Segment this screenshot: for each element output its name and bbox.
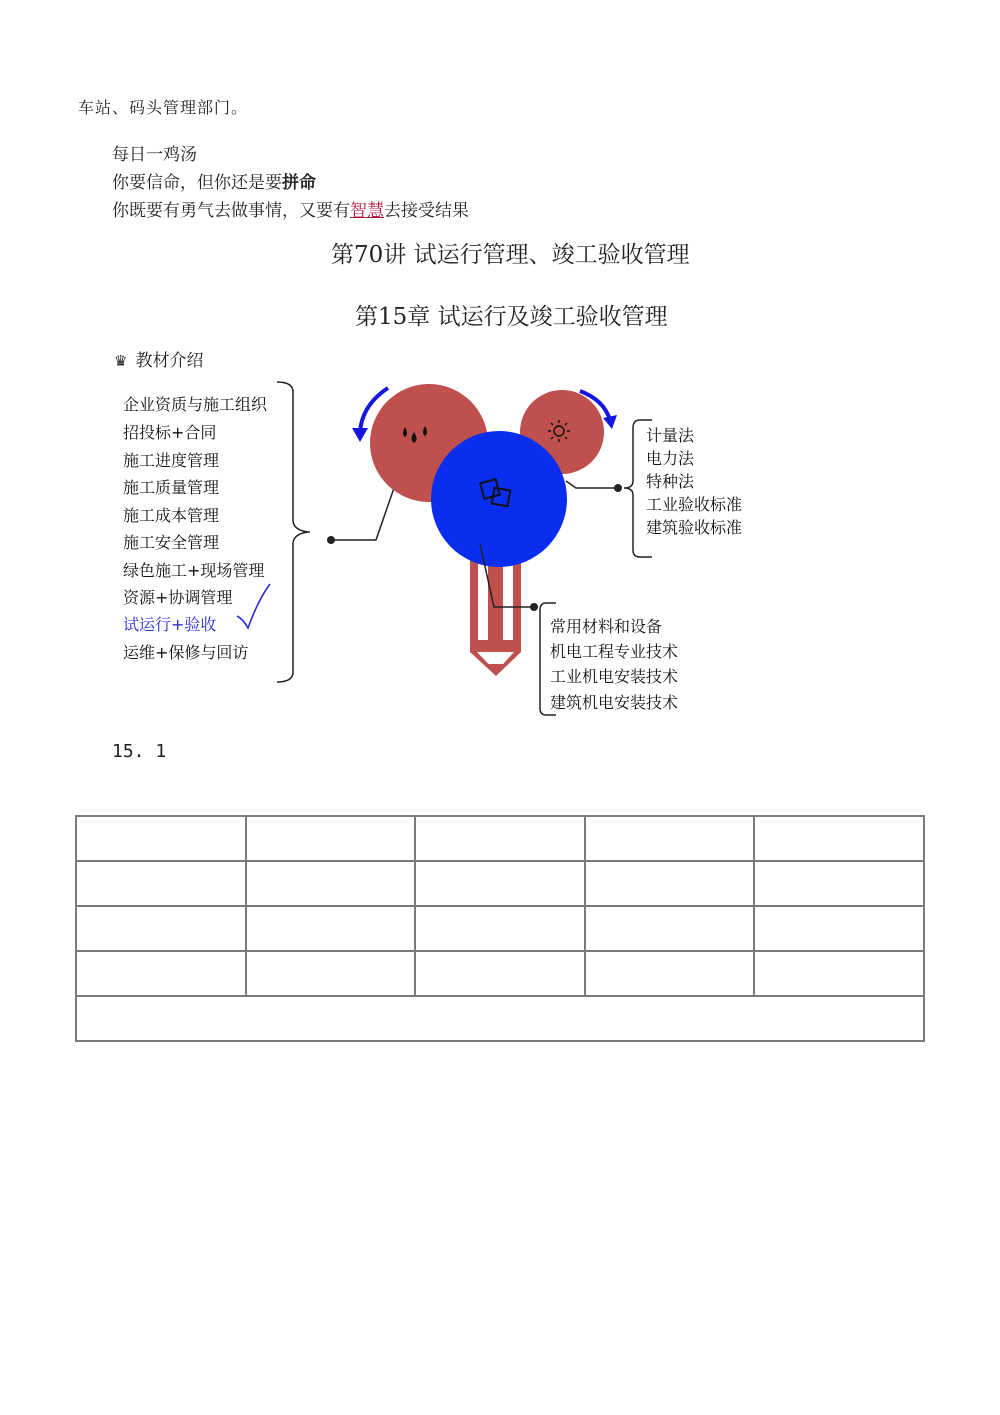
left-list-item: 施工进度管理 xyxy=(123,451,220,470)
table-row xyxy=(76,816,924,861)
left-list-item: 施工成本管理 xyxy=(123,506,220,525)
left-list-item: 绿色施工+现场管理 xyxy=(123,561,265,580)
quote-line-2-suffix: 去接受结果 xyxy=(384,201,469,221)
left-list-item: 施工安全管理 xyxy=(123,533,220,552)
left-list-item: 资源+协调管理 xyxy=(123,588,233,607)
quote-highlight-link[interactable]: 智慧 xyxy=(350,201,384,221)
right-bottom-list-item: 工业机电安装技术 xyxy=(550,667,679,686)
left-list-item: 运维+保修与回访 xyxy=(123,643,249,662)
right-connector-dot xyxy=(614,484,622,492)
table-cell xyxy=(754,861,924,906)
table-cell-merged xyxy=(76,996,924,1041)
right-bottom-list-item: 常用材料和设备 xyxy=(550,617,663,636)
table-cell xyxy=(754,816,924,861)
table-cell xyxy=(754,951,924,996)
left-bracket xyxy=(277,382,308,682)
right-bottom-list-item: 机电工程专业技术 xyxy=(550,642,679,661)
table-cell xyxy=(585,861,755,906)
left-list-item: 招投标+合同 xyxy=(123,423,217,442)
table-cell xyxy=(415,951,585,996)
right-top-list-item: 工业验收标准 xyxy=(646,495,743,514)
table-cell xyxy=(585,906,755,951)
table-cell xyxy=(76,861,246,906)
rotate-arrow-left-head xyxy=(352,428,368,442)
right-bottom-list-item: 建筑机电安装技术 xyxy=(550,693,679,712)
table-row xyxy=(76,861,924,906)
right-bracket xyxy=(624,420,652,557)
table-cell xyxy=(246,816,416,861)
table-cell xyxy=(76,951,246,996)
crown-icon: ♛ xyxy=(114,352,128,370)
right-top-list-item: 特种法 xyxy=(646,472,695,491)
table-cell xyxy=(585,816,755,861)
left-list-item: 施工质量管理 xyxy=(123,478,220,497)
chapter-title: 第15章 试运行及竣工验收管理 xyxy=(355,304,668,330)
table-cell xyxy=(415,861,585,906)
table-cell xyxy=(246,861,416,906)
blue-circle-center xyxy=(431,431,567,567)
table-cell xyxy=(76,906,246,951)
quote-line-1-text: 你要信命，但你还是要 xyxy=(112,173,282,193)
table-cell xyxy=(76,816,246,861)
intro-heading: 教材介绍 xyxy=(135,351,204,371)
quote-title: 每日一鸡汤 xyxy=(112,145,197,165)
left-list-item: 企业资质与施工组织 xyxy=(123,395,268,414)
empty-table xyxy=(75,815,925,1042)
lecture-title: 第70讲 试运行管理、竣工验收管理 xyxy=(331,242,690,268)
top-line-text: 车站、码头管理部门。 xyxy=(78,98,249,117)
table-row xyxy=(76,906,924,951)
section-number: 15. 1 xyxy=(112,741,167,762)
table-row xyxy=(76,951,924,996)
right-top-list-item: 电力法 xyxy=(646,449,695,468)
bottom-bracket xyxy=(540,603,556,715)
right-connector-line xyxy=(566,481,618,488)
quote-line-2-text: 你既要有勇气去做事情，又要有 xyxy=(112,201,350,221)
table-cell xyxy=(246,906,416,951)
table-cell xyxy=(246,951,416,996)
table-cell xyxy=(415,906,585,951)
left-list-item-highlight: 试运行+验收 xyxy=(123,615,217,634)
table-cell xyxy=(585,951,755,996)
right-top-list-item: 计量法 xyxy=(646,426,695,445)
table-cell xyxy=(754,906,924,951)
quote-line-1-bold: 拼命 xyxy=(282,173,316,193)
rotate-arrow-right-head xyxy=(603,415,617,429)
table-cell xyxy=(415,816,585,861)
right-top-list-item: 建筑验收标准 xyxy=(646,518,743,537)
table-row-merged xyxy=(76,996,924,1041)
checkmark-icon xyxy=(237,584,270,628)
pencil-icon xyxy=(470,548,521,676)
bottom-connector-dot xyxy=(530,603,538,611)
